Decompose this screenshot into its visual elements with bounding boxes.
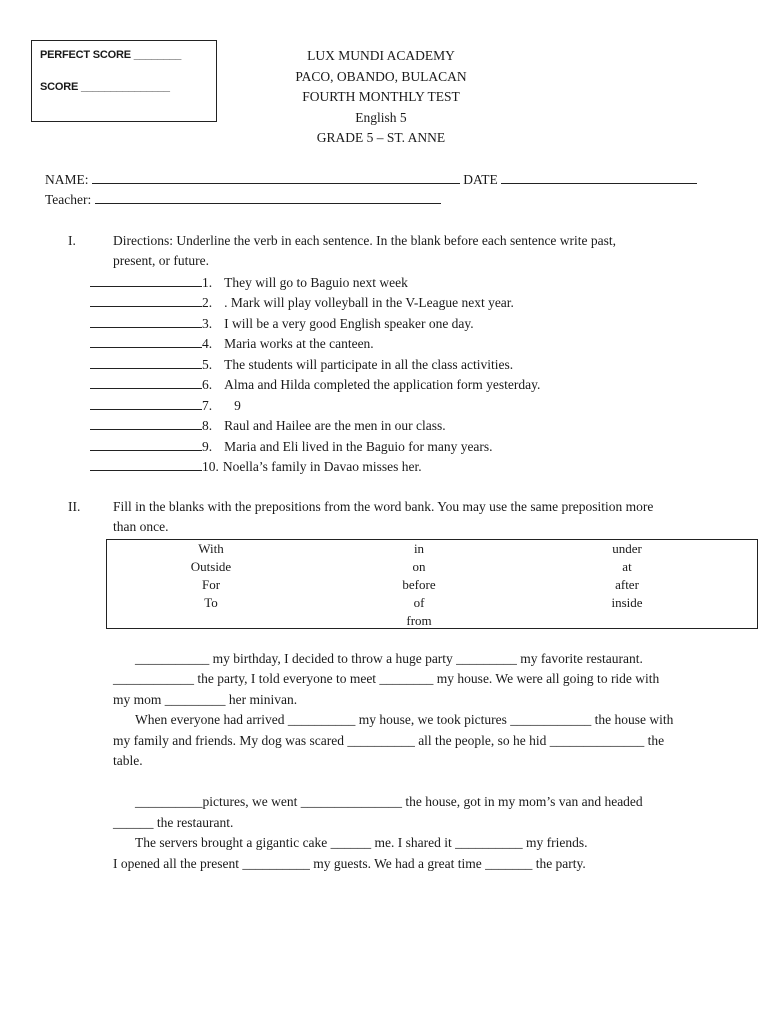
part2-directions-line1: Fill in the blanks with the prepositions from the word bank. You may use the same preposition more [113,499,654,514]
answer-blank[interactable] [90,458,202,471]
word: in [413,541,425,556]
word: Outside [190,559,232,574]
item-number: 6. [202,377,213,392]
passage-line: When everyone had arrived __________ my house, we took pictures ____________ the house with [135,712,674,727]
word: of [413,595,425,610]
item-text: The students will participate in all the class activities. [224,357,514,372]
word: after [615,577,639,592]
passage-line: my family and friends. My dog was scared __________ all the people, so he hid ______________ the [113,733,665,748]
list-item [90,376,540,393]
answer-blank[interactable] [90,417,202,430]
item-number: 8. [202,418,213,433]
part1-directions-line2: present, or future. [113,253,209,268]
word: from [406,613,432,628]
passage-line: ___________ my birthday, I decided to throw a huge party _________ my favorite restaurant. [135,651,643,666]
item-number: 3. [202,316,213,331]
list-item [90,294,514,311]
passage-line: The servers brought a gigantic cake ______ me. I shared it __________ my friends. [135,835,588,850]
answer-blank[interactable] [90,274,202,287]
item-text: Maria and Eli lived in the Baguio for many years. [224,439,493,454]
item-text: They will go to Baguio next week [224,275,408,290]
item-text: Alma and Hilda completed the application form yesterday. [224,377,541,392]
passage-line: ______ the restaurant. [113,815,234,830]
passage-line: table. [113,753,143,768]
perfect-score-label: PERFECT SCORE ________ [40,49,182,61]
name-blank[interactable] [92,171,460,184]
list-item [90,315,474,332]
item-number: 4. [202,336,213,351]
word-bank-column-1 [161,540,261,612]
item-text: . Mark will play volleyball in the V-League next year. [224,295,514,310]
item-text: Maria works at the canteen. [224,336,374,351]
list-item [90,417,446,434]
score-box [31,40,217,122]
word: before [402,577,436,592]
word: inside [611,595,643,610]
list-item [90,458,422,475]
test-title: FOURTH MONTHLY TEST [302,89,460,104]
item-text: Raul and Hailee are the men in our class. [224,418,446,433]
date-label: DATE [463,172,498,187]
word: To [204,595,218,610]
school-address: PACO, OBANDO, BULACAN [295,68,467,84]
part1-directions-line1: Directions: Underline the verb in each sentence. In the blank before each sentence write past, [113,233,617,248]
teacher-blank[interactable] [95,191,441,204]
answer-blank[interactable] [90,376,202,389]
answer-blank[interactable] [90,438,202,451]
word: With [198,541,224,556]
teacher-label: Teacher: [45,192,92,207]
answer-blank[interactable] [90,335,202,348]
name-row [45,171,697,188]
answer-blank[interactable] [90,397,202,410]
item-text: 9 [234,398,241,413]
word-bank-column-3 [577,540,677,612]
name-label: NAME: [45,172,89,187]
item-number: 5. [202,357,213,372]
list-item [90,335,374,352]
school-header [236,46,526,149]
word-bank-column-2 [369,540,469,630]
part2-directions-line2: than once. [113,519,169,534]
passage-line: I opened all the present __________ my guests. We had a great time _______ the party. [113,856,586,871]
subject: English 5 [355,109,407,125]
word: at [622,559,632,574]
date-blank[interactable] [501,171,697,184]
item-number: 10. [202,459,219,474]
item-number: 9. [202,439,213,454]
part2-numeral: II. [68,499,81,514]
list-item [90,397,241,414]
teacher-row [45,191,441,208]
item-text: I will be a very good English speaker one day. [224,316,474,331]
school-name: LUX MUNDI ACADEMY [307,48,455,63]
word: under [612,541,642,556]
item-number: 1. [202,275,213,290]
word-bank [106,539,758,629]
word: on [412,559,426,574]
list-item [90,438,493,455]
grade-section: GRADE 5 – ST. ANNE [316,130,446,145]
answer-blank[interactable] [90,356,202,369]
answer-blank[interactable] [90,294,202,307]
list-item [90,274,408,291]
passage-line: __________pictures, we went _______________ the house, got in my mom’s van and headed [135,794,643,809]
list-item [90,356,513,373]
item-number: 2. [202,295,213,310]
score-label: SCORE _______________ [40,81,170,93]
passage-line: ____________ the party, I told everyone to meet ________ my house. We were all going to ride with [113,671,660,686]
item-text: Noella’s family in Davao misses her. [222,459,422,474]
passage-line: my mom _________ her minivan. [113,692,298,707]
answer-blank[interactable] [90,315,202,328]
word: For [201,577,221,592]
item-number: 7. [202,398,213,413]
part1-numeral: I. [68,233,76,248]
